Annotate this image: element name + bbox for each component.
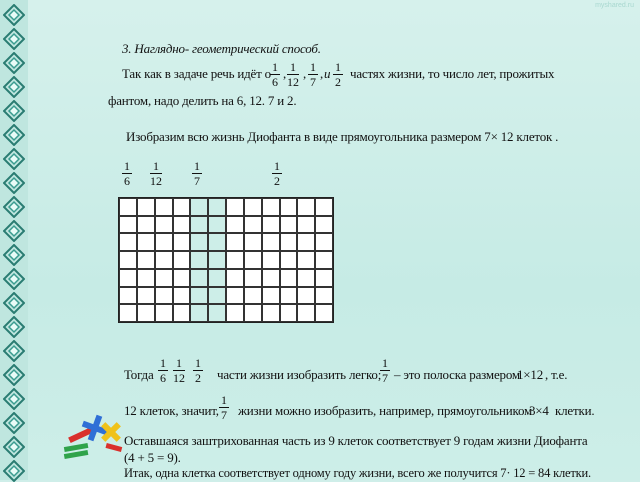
diamond-ornament-icon	[3, 28, 25, 50]
grid-cell	[315, 251, 333, 269]
grid-cell	[315, 287, 333, 305]
para4-end: клетки.	[555, 403, 595, 418]
watermark: myshared.ru	[595, 2, 634, 9]
para3-frac-seven: 1 7	[382, 356, 388, 385]
para5-line3: Итак, одна клетка соответствует одному году жизни, всего же получится 7· 12 = 84 клетки.	[124, 466, 591, 480]
para5-line1: Оставшаяся заштрихованная часть из 9 клеток соответствует 9 годам жизни Диофанта	[124, 433, 588, 448]
para4-before: 12 клеток, значит,	[124, 403, 219, 418]
heading: 3. Наглядно- геометрический способ.	[122, 41, 321, 56]
para2: Изобразим всю жизнь Диофанта в виде прямоугольника размером 7× 12 клеток .	[126, 129, 559, 144]
grid-cell	[244, 216, 262, 234]
grid-cell	[226, 304, 244, 322]
para4-size: 3×4	[529, 403, 549, 418]
grid-cell	[155, 251, 173, 269]
grid-cell	[190, 287, 208, 305]
grid-cell	[315, 216, 333, 234]
grid-cell	[208, 198, 226, 216]
grid-cell	[119, 304, 137, 322]
diamond-ornament-icon	[3, 124, 25, 146]
diamond-ornament-icon	[3, 268, 25, 290]
diamond-ornament-icon	[3, 340, 25, 362]
grid-cell	[155, 304, 173, 322]
grid-cell	[226, 251, 244, 269]
diamond-ornament-icon	[3, 412, 25, 434]
para1-frac-1: 1 6	[272, 60, 278, 89]
grid-cell	[155, 269, 173, 287]
para3-frac-3: 1 2	[195, 356, 201, 385]
para1-conj: и	[324, 66, 331, 81]
diamond-ornament-icon	[3, 4, 25, 26]
grid-cell	[137, 287, 155, 305]
para1-sep-3: ,	[320, 66, 324, 81]
grid-cell	[244, 233, 262, 251]
diamond-ornament-icon	[3, 220, 25, 242]
grid-cell	[173, 198, 191, 216]
grid-cell	[155, 198, 173, 216]
grid-cell	[137, 304, 155, 322]
grid-cell	[190, 216, 208, 234]
para1-after: частях жизни, то число лет, прожитых	[350, 66, 555, 81]
grid-cell	[297, 287, 315, 305]
grid-cell	[244, 251, 262, 269]
para1-before: Так как в задаче речь идёт о	[122, 66, 271, 81]
diamond-ornament-icon	[3, 364, 25, 386]
para3-size: 1×12	[517, 367, 544, 382]
grid-cell	[137, 269, 155, 287]
grid-cell	[173, 216, 191, 234]
diophantus-life-grid	[118, 197, 334, 323]
grid-cell	[297, 304, 315, 322]
grid-cell	[297, 216, 315, 234]
grid-cell	[173, 304, 191, 322]
grid-cell	[173, 287, 191, 305]
grid-cell	[244, 287, 262, 305]
grid-cell	[173, 233, 191, 251]
para3-middle: части жизни изобразить легко;	[217, 367, 382, 382]
grid-cell	[262, 304, 280, 322]
grid-cell	[226, 198, 244, 216]
grid-cell	[244, 269, 262, 287]
grid-cell	[280, 233, 298, 251]
grid-cell	[119, 287, 137, 305]
grid-cell	[155, 233, 173, 251]
grid-label-1-7: 1 7	[194, 159, 200, 188]
grid-cell	[297, 198, 315, 216]
diamond-ornament-icon	[3, 460, 25, 482]
grid-cell	[297, 233, 315, 251]
diamond-ornament-icon	[3, 148, 25, 170]
grid-cell	[190, 251, 208, 269]
grid-label-1-6: 1 6	[124, 159, 130, 188]
grid-cell	[226, 233, 244, 251]
para1-sep-1: ,	[283, 66, 287, 81]
grid-cell	[244, 198, 262, 216]
diamond-ornament-icon	[3, 172, 25, 194]
grid-cell	[155, 216, 173, 234]
grid-label-1-12: 1 12	[150, 159, 162, 188]
diamond-ornament-icon	[3, 388, 25, 410]
grid-cell	[190, 304, 208, 322]
diamond-ornament-icon	[3, 292, 25, 314]
grid-cell	[315, 269, 333, 287]
grid-cell	[280, 198, 298, 216]
diamond-ornament-icon	[3, 100, 25, 122]
grid-cell	[173, 269, 191, 287]
grid-cell	[280, 269, 298, 287]
para1-line2: фантом, надо делить на 6, 12. 7 и 2.	[108, 93, 297, 108]
grid-cell	[137, 216, 155, 234]
para1-frac-2: 1 12	[287, 60, 299, 89]
grid-cell	[190, 269, 208, 287]
grid-cell	[173, 251, 191, 269]
grid-cell	[119, 216, 137, 234]
para1-frac-3: 1 7	[310, 60, 316, 89]
grid-cell	[315, 198, 333, 216]
grid-cell	[262, 198, 280, 216]
para4-after: жизни можно изобразить, например, прямоугольником	[238, 403, 533, 418]
para3-before: Тогда	[124, 367, 154, 382]
grid-cell	[137, 233, 155, 251]
grid-cell	[262, 216, 280, 234]
grid-cell	[190, 198, 208, 216]
grid-cell	[262, 287, 280, 305]
grid-cell	[190, 233, 208, 251]
grid-cell	[226, 287, 244, 305]
grid-cell	[244, 304, 262, 322]
diamond-ornament-icon	[3, 52, 25, 74]
grid-cell	[262, 269, 280, 287]
math-symbols-illustration	[60, 405, 130, 460]
grid-cell	[280, 287, 298, 305]
grid-cell	[119, 198, 137, 216]
grid-cell	[297, 269, 315, 287]
para3-after: – это полоска размером	[394, 367, 520, 382]
grid-cell	[208, 233, 226, 251]
para5-line2: (4 + 5 = 9).	[124, 450, 181, 465]
grid-label-1-2: 1 2	[274, 159, 280, 188]
grid-cell	[262, 251, 280, 269]
grid-cell	[208, 216, 226, 234]
para4-frac: 1 7	[221, 393, 227, 422]
grid-cell	[297, 251, 315, 269]
grid-cell	[208, 269, 226, 287]
grid-cell	[280, 304, 298, 322]
grid-cell	[262, 233, 280, 251]
grid-cell	[226, 216, 244, 234]
grid-cell	[280, 251, 298, 269]
diamond-ornament-icon	[3, 196, 25, 218]
diamond-ornament-icon	[3, 316, 25, 338]
diamond-ornament-icon	[3, 244, 25, 266]
grid-cell	[315, 304, 333, 322]
grid-cell	[280, 216, 298, 234]
para3-end: , т.е.	[545, 367, 568, 382]
para1-frac-4: 1 2	[335, 60, 341, 89]
para3-frac-1: 1 6	[160, 356, 166, 385]
grid-cell	[208, 287, 226, 305]
grid-cell	[119, 269, 137, 287]
grid-cell	[208, 304, 226, 322]
diamond-ornament-icon	[3, 436, 25, 458]
grid-cell	[119, 251, 137, 269]
diamond-ornament-icon	[3, 76, 25, 98]
grid-cell	[208, 251, 226, 269]
grid-cell	[226, 269, 244, 287]
grid-cell	[137, 198, 155, 216]
grid-cell	[155, 287, 173, 305]
para1-sep-2: ,	[303, 66, 307, 81]
grid-cell	[119, 233, 137, 251]
grid-cell	[137, 251, 155, 269]
grid-cell	[315, 233, 333, 251]
para3-frac-2: 1 12	[173, 356, 185, 385]
